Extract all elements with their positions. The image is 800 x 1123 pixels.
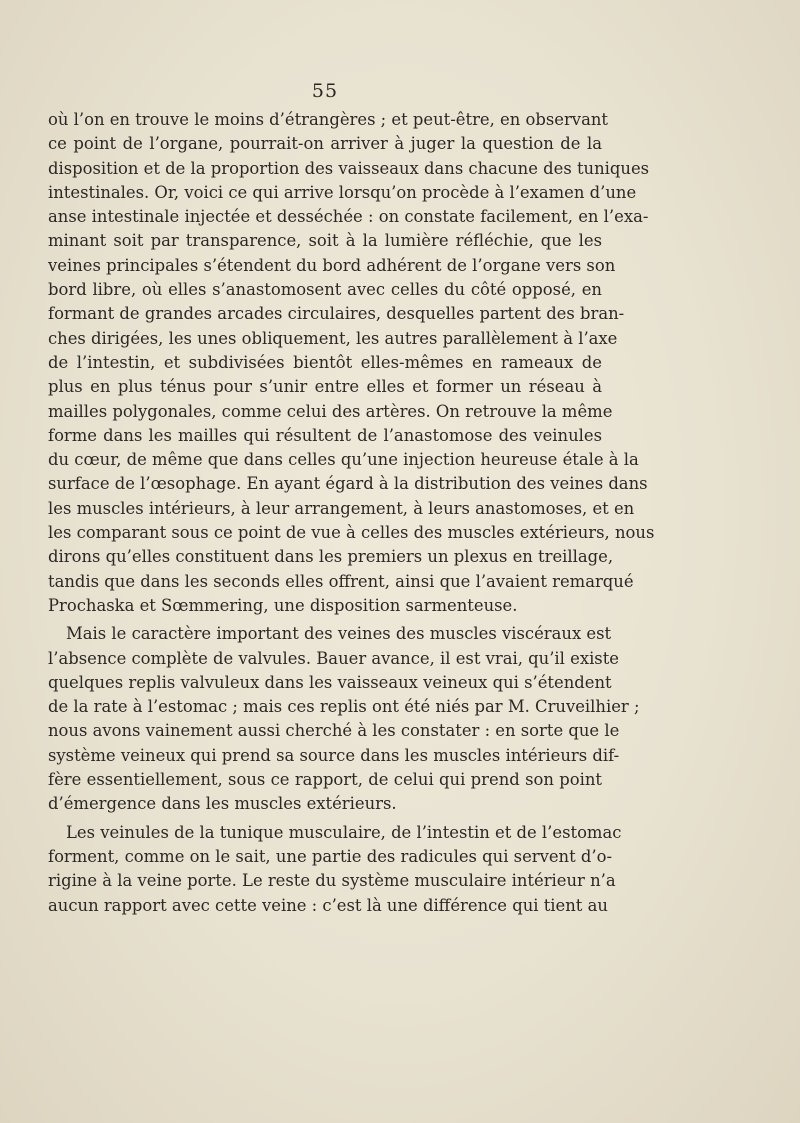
text-line: tandis que dans les seconds elles offrent, ainsi que l’avaient remarqué <box>48 571 634 591</box>
text-line: mailles polygonales, comme celui des artères. On retrouve la même <box>48 401 613 421</box>
text-line: anse intestinale injectée et desséchée : on constate facilement, en l’exa- <box>48 207 649 227</box>
text-line: dirons qu’elles constituent dans les premiers un plexus en treillage, <box>48 547 614 567</box>
text-line: bord libre, où elles s’anastomosent avec celles du côté opposé, en <box>48 280 602 300</box>
text-line: les comparant sous ce point de vue à celles des muscles extérieurs, nous <box>48 523 655 543</box>
text-line: l’absence complète de valvules. Bauer avance, il est vrai, qu’il existe <box>48 648 620 668</box>
text-line: formant de grandes arcades circulaires, desquelles partent des bran- <box>48 304 625 324</box>
page-number: 55 <box>311 80 339 102</box>
paragraph-3 <box>48 821 622 918</box>
text-line: du cœur, de même que dans celles qu’une injection heureuse étale à la <box>48 450 639 470</box>
text-line: d’émergence dans les muscles extérieurs. <box>48 794 397 814</box>
text-line: où l’on en trouve le moins d’étrangères ; et peut-être, en observant <box>48 110 608 129</box>
text-line: système veineux qui prend sa source dans les muscles intérieurs dif- <box>48 745 620 765</box>
text-line: nous avons vainement aussi cherché à les constater : en sorte que le <box>48 721 620 741</box>
text-line: veines principales s’étendent du bord adhérent de l’organe vers son <box>48 255 616 275</box>
text-line: disposition et de la proportion des vaisseaux dans chacune des tuniques <box>48 158 650 178</box>
body-text <box>48 108 655 918</box>
text-line: ce point de l’organe, pourrait-on arriver à juger la question de la <box>48 134 602 154</box>
paragraph-2 <box>48 622 640 816</box>
text-line: Prochaska et Sœmmering, une disposition sarmenteuse. <box>48 595 518 615</box>
text-line: aucun rapport avec cette veine : c’est là une différence qui tient au <box>48 895 608 915</box>
text-line: surface de l’œsophage. En ayant égard à la distribution des veines dans <box>48 474 648 494</box>
text-line: ches dirigées, les unes obliquement, les autres parallèlement à l’axe <box>48 328 618 348</box>
text-line: Les veinules de la tunique musculaire, de l’intestin et de l’estomac <box>66 822 622 842</box>
paragraph-1 <box>48 108 655 618</box>
text-line: de la rate à l’estomac ; mais ces replis ont été niés par M. Cruveilhier ; <box>48 697 640 717</box>
text-line: minant soit par transparence, soit à la lumière réfléchie, que les <box>48 231 602 251</box>
text-line: les muscles intérieurs, à leur arrangement, à leurs anastomoses, et en <box>48 498 635 518</box>
text-line: intestinales. Or, voici ce qui arrive lorsqu’on procède à l’examen d’une <box>48 182 637 202</box>
text-line: Mais le caractère important des veines des muscles viscéraux est <box>66 624 612 644</box>
text-line: de l’intestin, et subdivisées bientôt elles-mêmes en rameaux de <box>48 352 602 372</box>
text-line: rigine à la veine porte. Le reste du système musculaire intérieur n’a <box>48 871 616 891</box>
text-line: fère essentiellement, sous ce rapport, de celui qui prend son point <box>48 770 602 790</box>
text-line: quelques replis valvuleux dans les vaisseaux veineux qui s’étendent <box>48 672 612 692</box>
text-line: forment, comme on le sait, une partie des radicules qui servent d’o- <box>48 846 613 866</box>
text-line: forme dans les mailles qui résultent de l’anastomose des veinules <box>48 425 602 445</box>
text-line: plus en plus ténus pour s’unir entre elles et former un réseau à <box>48 377 602 397</box>
